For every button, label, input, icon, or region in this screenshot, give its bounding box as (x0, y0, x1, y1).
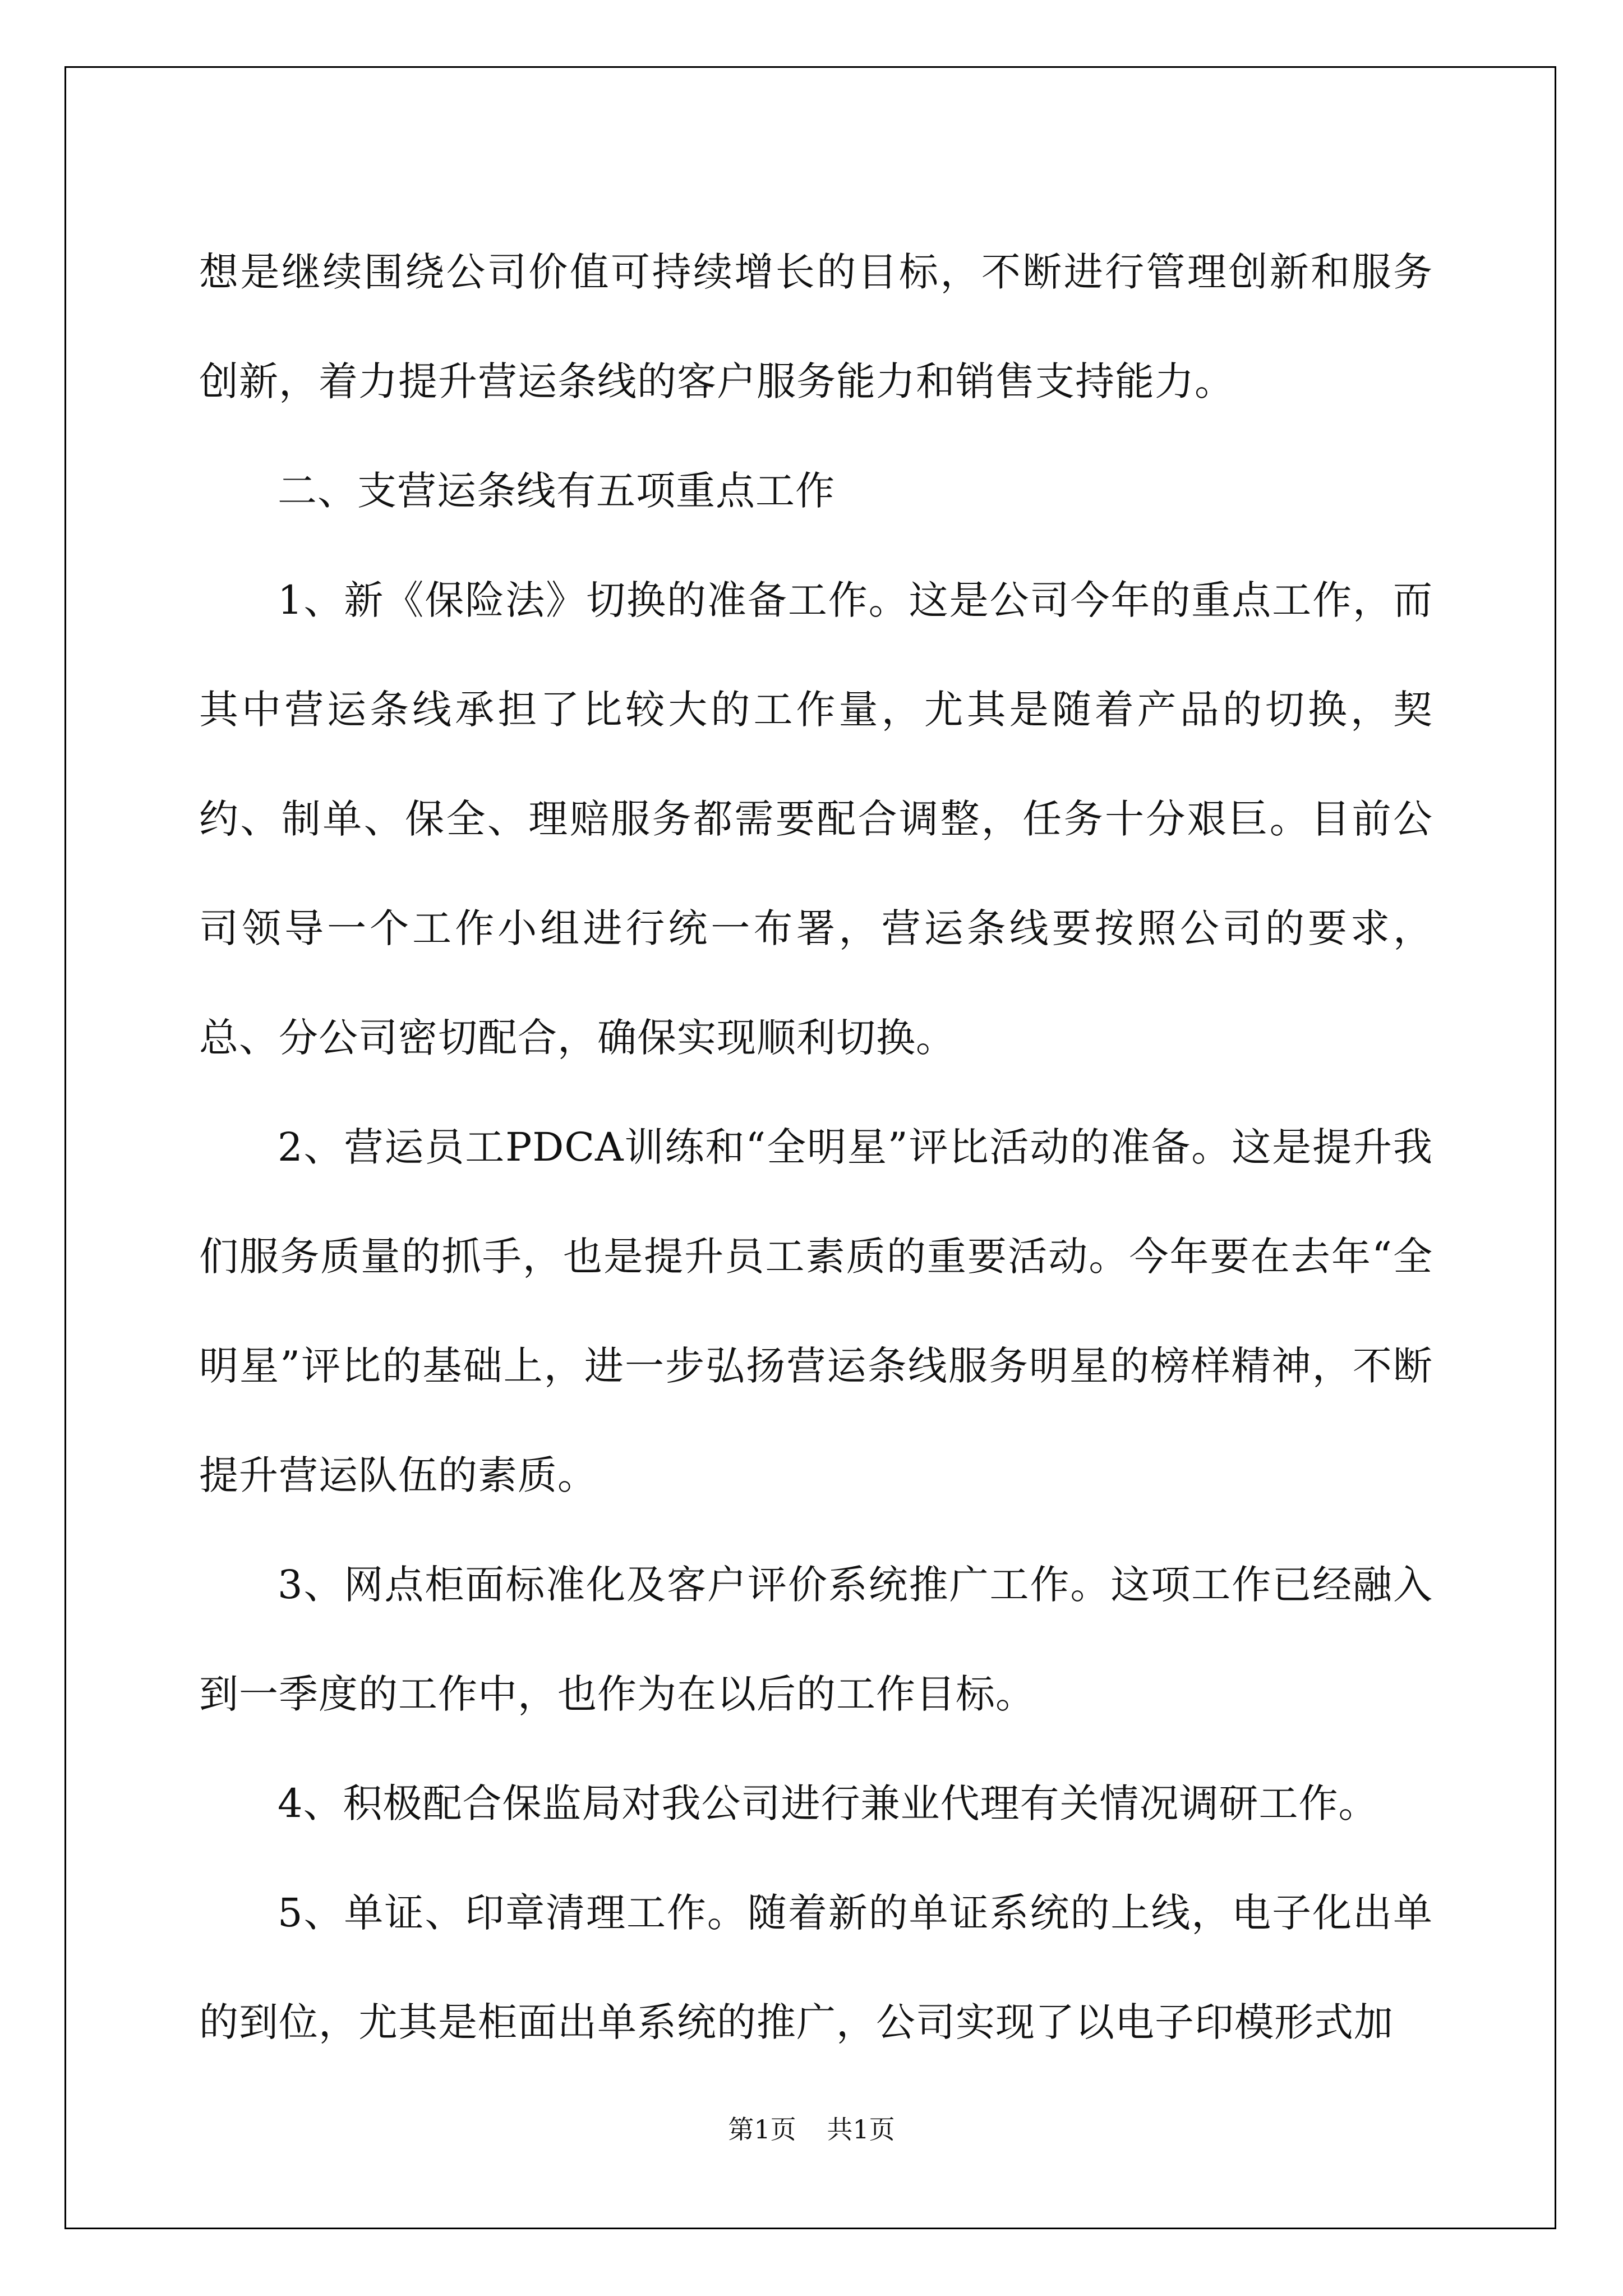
paragraph-4: 2、营运员工PDCA训练和“全明星”评比活动的准备。这是提升我们服务质量的抓手，也是提升员工素质的重要活动。今年要在去年“全明星”评比的基础上，进一步弘扬营运条线服务明星的榜样精神，不断提升营运队伍的素质。 (199, 1124, 1433, 1498)
paragraph-1: 想是继续围绕公司价值可持续增长的目标，不断进行管理创新和服务创新，着力提升营运条线的客户服务能力和销售支持能力。 (199, 249, 1433, 404)
paragraph-6: 4、积极配合保监局对我公司进行兼业代理有关情况调研工作。 (278, 1780, 1378, 1826)
document-body (199, 218, 1433, 2077)
paragraph-3: 1、新《保险法》切换的准备工作。这是公司今年的重点工作，而其中营运条线承担了比较大的工作量，尤其是随着产品的切换，契约、制单、保全、理赔服务都需要配合调整，任务十分艰巨。目前公司领导一个工作小组进行统一布署，营运条线要按照公司的要求，总、分公司密切配合，确保实现顺利切换。 (199, 577, 1433, 1061)
paragraph-5: 3、网点柜面标准化及客户评价系统推广工作。这项工作已经融入到一季度的工作中，也作为在以后的工作目标。 (199, 1562, 1433, 1717)
page-footer (0, 2109, 1623, 2146)
page-number: 第1页 (728, 2114, 796, 2145)
page-total: 共1页 (827, 2114, 895, 2145)
paragraph-2-heading: 二、支营运条线有五项重点工作 (278, 468, 835, 514)
paragraph-7: 5、单证、印章清理工作。随着新的单证系统的上线，电子化出单的到位，尤其是柜面出单系统的推广，公司实现了以电子印模形式加 (199, 1890, 1433, 2045)
